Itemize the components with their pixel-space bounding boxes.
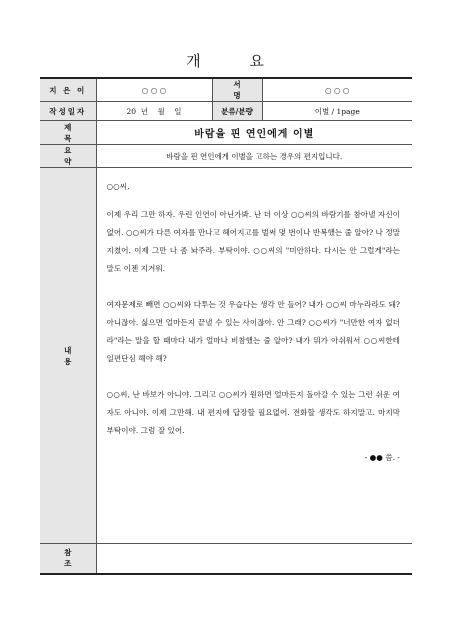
summary-value: 바람을 핀 연인에게 이별을 고하는 경우의 편지입니다. [96,145,412,168]
subject-value: 바람을 핀 연인에게 이별 [96,121,412,145]
letter-paragraph-2: 여자문제로 빼면 ○○씨와 다투는 것 우습다는 생각 안 들어? 내가 ○○씨 마누라라도 돼? 아니잖아. 싫으면 얼마든지 끝낼 수 있는 사이잖아. 안 그래? ○○씨가 "너만한 여자 없더라"라는 말을 할 때마다 내가 얼마나 비참했는 줄 알아? 내가 뭐가 아쉬워서 ○○씨한테 일편단심 해야 해? [106,300,400,363]
letter-signature: - ●● 씀. - [364,453,400,462]
author-label: 지 은 이 [40,78,96,102]
author-row [40,78,412,102]
content-row [40,168,412,544]
category-label: 분류/분량 [212,102,262,121]
category-value: 이별 / 1page [262,102,412,121]
letter-paragraph-1: 이제 우리 그만 하자. 우린 인연이 아닌가봐. 난 더 이상 ○○씨의 바람기를 참아낼 자신이 없어. ○○씨가 다른 여자를 만나고 헤어지고를 벌써 몇 번이나 반복했는 줄 알아? 나 정말 지쳤어. 이제 그만 나 좀 놔주라. 부탁이야. ○○씨의 "미안하다. 다시는 안 그럴게"라는 말도 이젠 지겨워. [106,210,400,273]
date-label: 작성일자 [40,102,96,121]
reference-label: 참 조 [40,544,96,574]
reference-row [40,544,412,574]
letter-greeting: ○○씨, [106,182,130,191]
overview-form [40,77,412,575]
summary-label: 요 약 [40,145,96,168]
letter-body [96,168,412,544]
content-label: 내 용 [40,168,96,544]
date-value: 20 년 월 일 [96,102,212,121]
subject-label: 제 목 [40,121,96,145]
signature-value: ○ ○ ○ [262,78,412,102]
date-row [40,102,412,121]
document-title: 개 요 [186,52,286,70]
signature-label: 서 명 [212,78,262,102]
author-value: ○ ○ ○ [96,78,212,102]
subject-row [40,121,412,145]
reference-value [96,544,412,574]
summary-row [40,145,412,168]
letter-paragraph-3: ○○씨, 난 바보가 아니야. 그리고 ○○씨가 원하면 얼마든지 돌아갈 수 있는 그런 쉬운 여자도 아니야. 이제 그만해. 내 편지에 답장할 필요없어. 전화할 생각도 하지말고. 마지막 부탁이야. 그럼 잘 있어. [106,390,400,435]
